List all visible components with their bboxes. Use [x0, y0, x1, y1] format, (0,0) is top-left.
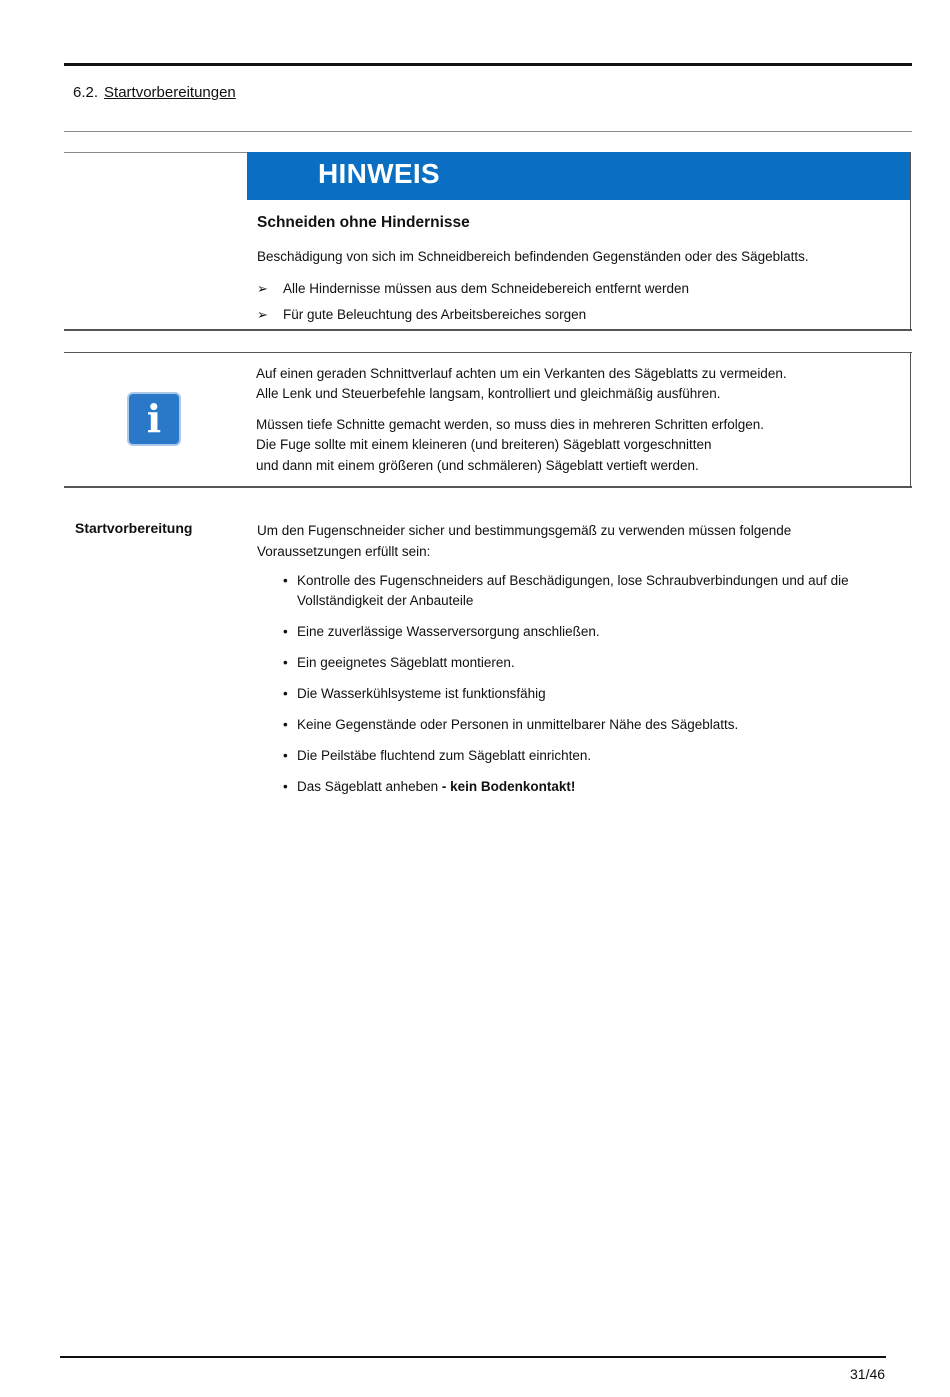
bullet-icon: • [283, 624, 288, 639]
arrow-marker-icon: ➢ [257, 281, 268, 296]
list-item-text: Keine Gegenstände oder Personen in unmittelbarer Nähe des Sägeblatts. [297, 717, 739, 732]
footer-rule [60, 1356, 886, 1358]
hinweis-frame [910, 152, 911, 330]
start-label: Startvorbereitung [75, 520, 193, 536]
list-item [283, 715, 873, 735]
hinweis-item-text: Für gute Beleuchtung des Arbeitsbereiches sorgen [283, 307, 587, 322]
list-item [283, 684, 873, 704]
list-item [283, 746, 873, 766]
list-item-text: Kontrolle des Fugenschneiders auf Beschädigungen, lose Schraubverbindungen und auf die Vollständigkeit der Anbauteile [297, 573, 849, 608]
hinweis-item-text: Alle Hindernisse müssen aus dem Schneidebereich entfernt werden [283, 281, 689, 296]
top-rule [64, 63, 912, 66]
info-line: Alle Lenk und Steuerbefehle langsam, kontrolliert und gleichmäßig ausführen. [256, 386, 721, 401]
bullet-icon: • [283, 779, 288, 794]
warning-emphasis: - kein Bodenkontakt! [441, 779, 576, 794]
list-item [283, 622, 873, 642]
info-icon: i [127, 392, 181, 446]
info-line: Müssen tiefe Schnitte gemacht werden, so muss dies in mehreren Schritten erfolgen. [256, 417, 765, 432]
bullet-icon: • [283, 686, 288, 701]
hinweis-top-rule [64, 152, 248, 153]
list-item-text: Die Peilstäbe fluchtend zum Sägeblatt einrichten. [297, 748, 592, 763]
info-top-rule [64, 352, 912, 353]
info-line: und dann mit einem größeren (und schmäleren) Sägeblatt vertieft werden. [256, 458, 699, 473]
list-item-text: Eine zuverlässige Wasserversorgung anschließen. [297, 624, 600, 639]
arrow-marker-icon: ➢ [257, 307, 268, 322]
bullet-icon: • [283, 717, 288, 732]
hinweis-item [257, 281, 689, 297]
list-item [283, 653, 873, 673]
hinweis-bottom-rule [64, 329, 912, 331]
section-heading [73, 84, 236, 101]
list-item-text: Das Sägeblatt anheben [297, 779, 439, 794]
info-frame [910, 352, 911, 487]
list-item [283, 777, 873, 797]
list-item-text: Ein geeignetes Sägeblatt montieren. [297, 655, 515, 670]
bullet-icon: • [283, 655, 288, 670]
info-line: Auf einen geraden Schnittverlauf achten um ein Verkanten des Sägeblatts zu vermeiden. [256, 366, 787, 381]
section-number: 6.2. [73, 84, 99, 101]
hinweis-subtitle: Schneiden ohne Hindernisse [257, 214, 470, 231]
bullet-icon: • [283, 748, 288, 763]
section-divider [64, 131, 912, 132]
bullet-icon: • [283, 573, 288, 588]
hinweis-item [257, 307, 586, 323]
list-item [283, 571, 873, 611]
info-bottom-rule [64, 486, 912, 488]
info-line: Die Fuge sollte mit einem kleineren (und breiteren) Sägeblatt vorgeschnitten [256, 437, 712, 452]
page-number: 31/46 [850, 1366, 886, 1382]
section-title: Startvorbereitungen [104, 84, 236, 101]
hinweis-description: Beschädigung von sich im Schneidbereich befindenden Gegenständen oder des Sägeblatts. [257, 249, 809, 264]
list-item-text: Die Wasserkühlsysteme ist funktionsfähig [297, 686, 546, 701]
start-intro: Um den Fugenschneider sicher und bestimmungsgemäß zu verwenden müssen folgende Voraussetzungen erfüllt sein: [257, 523, 792, 559]
hinweis-label: HINWEIS [318, 158, 440, 189]
